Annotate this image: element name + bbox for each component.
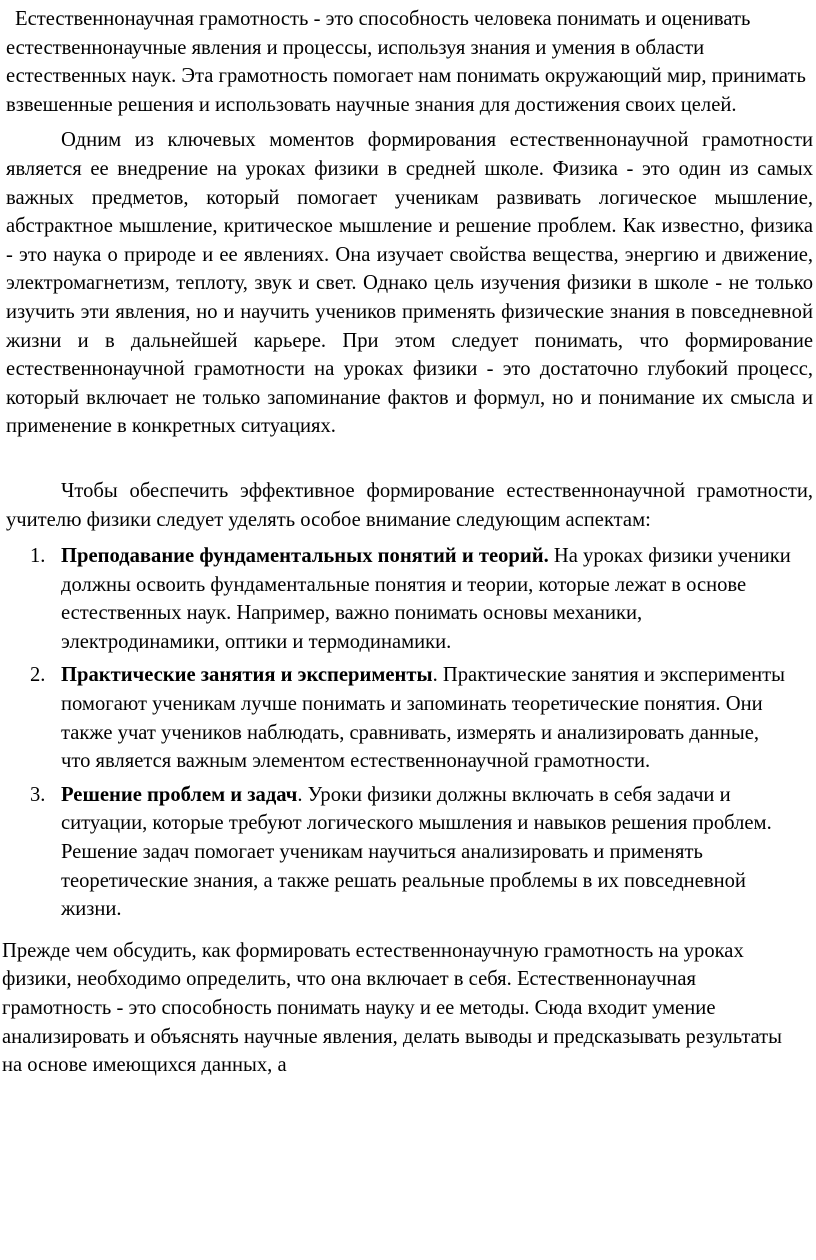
list-item-number: 1.: [30, 545, 46, 568]
list-item-number: 2.: [30, 664, 46, 687]
spacer: [0, 119, 813, 126]
spacer: [0, 929, 813, 937]
intro-paragraph: Естественнонаучная грамотность - это способность человека понимать и оценивать естественнонаучные явления и процессы, используя знания и умения в области естественных наук. Эта грамотность помогает нам понимать окружающий мир, принимать взвешенные решения и использовать научные знания для достижения своих целей.: [6, 8, 806, 116]
spacer: [0, 441, 813, 477]
list-item-title: Решение проблем и задач: [61, 783, 298, 806]
list-item-number: 3.: [30, 783, 46, 806]
list-item-text: На уроках физики ученики должны освоить фундаментальные понятия и теории, которые лежат в основе естественных наук. Например, важно понимать основы механики, электродинамики, оптики и термодинамики.: [61, 545, 791, 653]
list-item: [0, 661, 813, 775]
closing-paragraph: Прежде чем обсудить, как формировать естественнонаучную грамотность на уроках физики, необходимо определить, что она включает в себя. Естественнонаучная грамотность - это способность понимать науку и ее методы. Сюда входит умение анализировать и объяснять научные явления, делать выводы и предсказывать результаты на основе имеющихся данных, а: [2, 939, 783, 1077]
list-item: [0, 781, 813, 924]
list-item-text: . Уроки физики должны включать в себя задачи и ситуации, которые требуют логического мышления и навыков решения проблем. Решение задач помогает ученикам научиться анализировать и применять теоретические знания, а также решать реальные проблемы в их повседневной жизни.: [61, 783, 772, 921]
aspects-list: [0, 542, 813, 924]
aspects-intro-paragraph: Чтобы обеспечить эффективное формирование естественнонаучной грамотности, учителю физики следует уделять особое внимание следующим аспектам:: [6, 479, 813, 531]
list-item: [0, 542, 813, 656]
list-item-text: . Практические занятия и эксперименты помогают ученикам лучше понимать и запоминать теоретические понятия. Они также учат учеников наблюдать, сравнивать, измерять и анализировать данные, что является важным элементом естественнонаучной грамотности.: [61, 664, 785, 773]
list-item-title: Практические занятия и эксперименты: [61, 664, 433, 687]
spacer: [0, 534, 813, 542]
physics-paragraph: Одним из ключевых моментов формирования естественнонаучной грамотности является ее внедрение на уроках физики в средней школе. Физика - это один из самых важных предметов, который помогает ученикам развивать логическое мышление, абстрактное мышление, критическое мышление и решение проблем. Как известно, физика - это наука о природе и ее явлениях. Она изучает свойства вещества, энергию и движение, электромагнетизм, теплоту, звук и свет. Однако цель изучения физики в школе - не только изучить эти явления, но и научить учеников применять физические знания в повседневной жизни и в дальнейшей карьере. При этом следует понимать, что формирование естественнонаучной грамотности на уроках физики - это достаточно глубокий процесс, который включает не только запоминание фактов и формул, но и понимание их смысла и применение в конкретных ситуациях.: [6, 129, 813, 438]
list-item-title: Преподавание фундаментальных понятий и теорий.: [61, 545, 549, 568]
